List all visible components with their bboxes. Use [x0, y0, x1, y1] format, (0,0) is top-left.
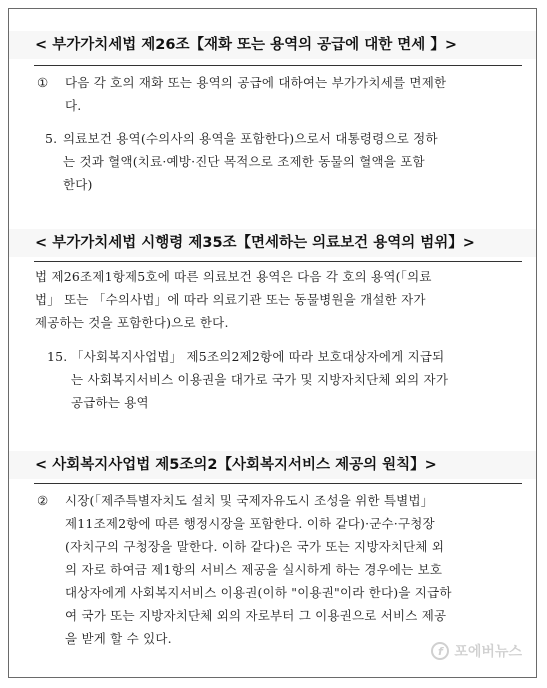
- section-1-divider: [34, 65, 522, 66]
- text-line: 여 국가 또는 지방자치단체 외의 자로부터 그 이용권으로 서비스 제공: [65, 608, 447, 623]
- text-line: 는 사회복지서비스 이용권을 대가로 국가 및 지방자치단체 외의 자가: [71, 372, 449, 387]
- text-line: 법」 또는 「수의사법」에 따라 의료기관 또는 동물병원을 개설한 자가: [35, 292, 426, 307]
- text-line: 시장(「제주특별자치도 설치 및 국제자유도시 조성을 위한 특별법」: [65, 493, 434, 508]
- section-3-divider: [34, 483, 522, 484]
- section-2-divider: [34, 261, 522, 262]
- watermark: [431, 641, 522, 661]
- text-line: 한다): [63, 177, 93, 192]
- watermark-text: 포에버뉴스: [454, 644, 522, 660]
- text-line: 는 것과 혈액(치료·예방·진단 목적으로 조제한 동물의 혈액을 포함: [63, 154, 425, 169]
- section-2-intro: [35, 265, 519, 334]
- text-line: 의료보건 용역(수의사의 용역을 포함한다)으로서 대통령령으로 정하: [63, 131, 438, 146]
- text-line: 「사회복지사업법」 제5조의2제2항에 따라 보호대상자에게 지급되: [71, 349, 445, 364]
- text-line: 다.: [65, 98, 82, 113]
- paragraph-marker: ①: [37, 75, 49, 90]
- section-3-title: < 사회복지사업법 제5조의2【사회복지서비스 제공의 원칙】>: [9, 451, 536, 479]
- text-line: 대상자에게 사회복지서비스 이용권(이하 "이용권"이라 한다)을 지급하: [65, 585, 452, 600]
- document-frame: [8, 8, 537, 678]
- section-2-item-15: [47, 345, 517, 414]
- section-2-title: < 부가가치세법 시행령 제35조【면세하는 의료보건 용역의 범위】>: [9, 229, 536, 257]
- section-1-item-5: [45, 127, 517, 196]
- text-line: 다음 각 호의 재화 또는 용역의 공급에 대하여는 부가가치세를 면제한: [65, 75, 447, 90]
- text-line: 의 자로 하여금 제1항의 서비스 제공을 실시하게 하는 경우에는 보호: [65, 562, 443, 577]
- text-line: 법 제26조제1항제5호에 따른 의료보건 용역은 다음 각 호의 용역(「의료: [35, 269, 432, 284]
- paragraph-marker: ②: [37, 493, 49, 508]
- item-marker: 15.: [47, 349, 68, 364]
- text-line: 제공하는 것을 포함한다)으로 한다.: [35, 315, 229, 330]
- text-line: (자치구의 구청장을 말한다. 이하 같다)은 국가 또는 지방자치단체 외: [65, 539, 445, 554]
- section-1-title: < 부가가치세법 제26조【재화 또는 용역의 공급에 대한 면세 】>: [9, 31, 536, 59]
- item-marker: 5.: [45, 131, 58, 146]
- text-line: 을 받게 할 수 있다.: [65, 631, 172, 646]
- section-3-paragraph-2: [37, 489, 519, 650]
- text-line: 제11조제2항에 따른 행정시장을 포함한다. 이하 같다)·군수·구청장: [65, 516, 435, 531]
- text-line: 공급하는 용역: [71, 395, 149, 410]
- watermark-logo-icon: f: [431, 642, 449, 660]
- section-1-paragraph-1: [37, 71, 517, 117]
